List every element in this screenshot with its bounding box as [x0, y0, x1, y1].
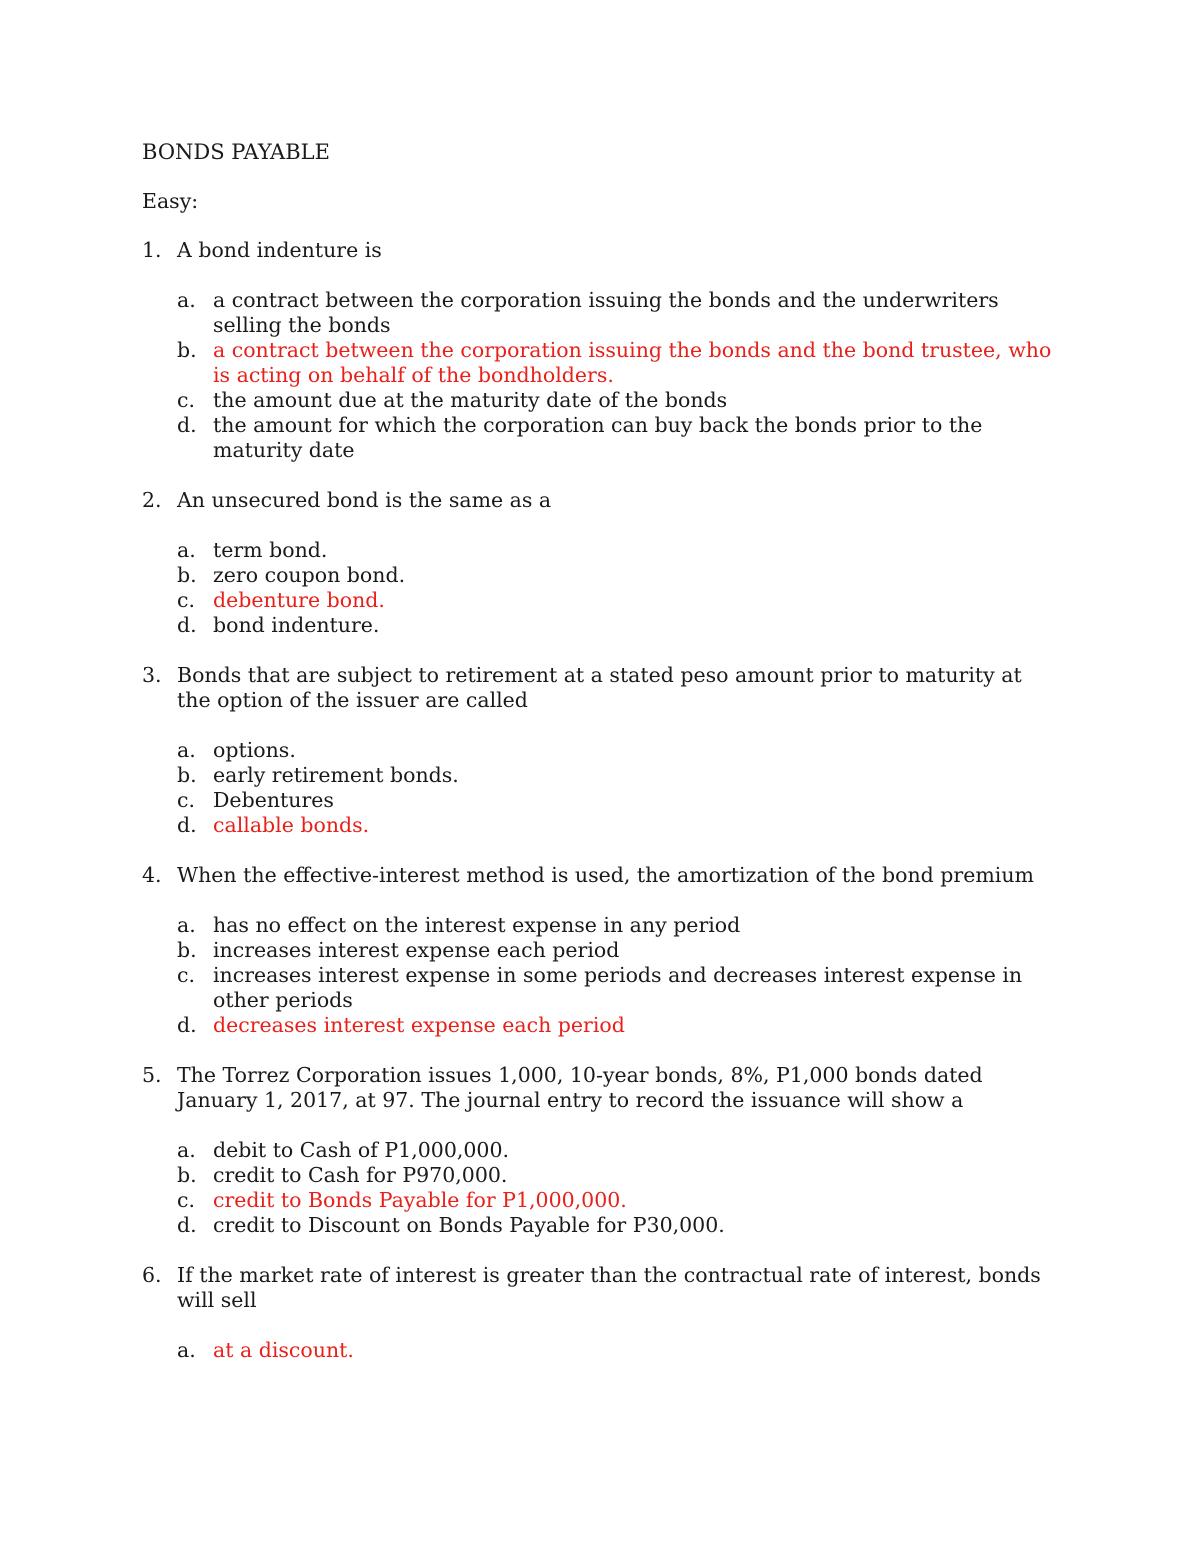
option-text: bond indenture.: [213, 613, 380, 637]
question-text: If the market rate of interest is greater than the contractual rate of interest, bonds will sell: [177, 1263, 1041, 1312]
option-letter: b.: [177, 338, 197, 362]
option-text: early retirement bonds.: [213, 763, 459, 787]
option-text: decreases interest expense each period: [213, 1013, 625, 1037]
correct-answer-option: [142, 1013, 1052, 1038]
option-text: the amount for which the corporation can buy back the bonds prior to the maturity date: [213, 413, 983, 462]
correct-answer-option: [142, 1188, 1052, 1213]
correct-answer-option: [142, 588, 1052, 613]
option-letter: d.: [177, 1213, 197, 1237]
option-letter: a.: [177, 1338, 196, 1362]
option-letter: b.: [177, 1163, 197, 1187]
question-number: 2.: [142, 488, 162, 512]
answer-option: [142, 538, 1052, 563]
question-stem: [142, 863, 1052, 888]
option-text: credit to Cash for P970,000.: [213, 1163, 508, 1187]
option-letter: c.: [177, 788, 195, 812]
answer-option: [142, 613, 1052, 638]
option-text: at a discount.: [213, 1338, 354, 1362]
answer-option: [142, 738, 1052, 763]
option-text: has no effect on the interest expense in any period: [213, 913, 741, 937]
question-block: [142, 488, 1052, 638]
answer-option: [142, 1138, 1052, 1163]
question-text: When the effective-interest method is used, the amortization of the bond premium: [177, 863, 1034, 887]
question-block: [142, 863, 1052, 1038]
option-text: the amount due at the maturity date of the bonds: [213, 388, 728, 412]
question-stem: [142, 663, 1052, 713]
question-text: The Torrez Corporation issues 1,000, 10-year bonds, 8%, P1,000 bonds dated January 1, 2017, at 97. The journal entry to record the issuance will show a: [177, 1063, 983, 1112]
document-page: [142, 138, 1052, 1388]
option-text: a contract between the corporation issuing the bonds and the bond trustee, who is acting on behalf of the bondholders.: [213, 338, 1052, 387]
option-text: callable bonds.: [213, 813, 370, 837]
question-list: [142, 238, 1052, 1363]
option-text: debit to Cash of P1,000,000.: [213, 1138, 510, 1162]
answer-option: [142, 788, 1052, 813]
question-block: [142, 1063, 1052, 1238]
option-text: Debentures: [213, 788, 334, 812]
option-text: credit to Discount on Bonds Payable for P30,000.: [213, 1213, 725, 1237]
question-stem: [142, 488, 1052, 513]
answer-option: [142, 1213, 1052, 1238]
option-letter: a.: [177, 913, 196, 937]
option-letter: b.: [177, 763, 197, 787]
option-letter: a.: [177, 288, 196, 312]
question-number: 6.: [142, 1263, 162, 1287]
option-letter: b.: [177, 938, 197, 962]
answer-option: [142, 763, 1052, 788]
option-text: credit to Bonds Payable for P1,000,000.: [213, 1188, 627, 1212]
option-letter: d.: [177, 813, 197, 837]
correct-answer-option: [142, 813, 1052, 838]
question-text: Bonds that are subject to retirement at a stated peso amount prior to maturity at the option of the issuer are called: [177, 663, 1022, 712]
option-text: debenture bond.: [213, 588, 385, 612]
answer-option: [142, 288, 1052, 338]
answer-option: [142, 1163, 1052, 1188]
question-number: 1.: [142, 238, 162, 262]
question-block: [142, 1263, 1052, 1363]
option-list: [142, 1138, 1052, 1238]
option-text: options.: [213, 738, 296, 762]
answer-option: [142, 963, 1052, 1013]
option-list: [142, 538, 1052, 638]
correct-answer-option: [142, 338, 1052, 388]
question-stem: [142, 238, 1052, 263]
question-block: [142, 663, 1052, 838]
option-list: [142, 288, 1052, 463]
question-stem: [142, 1063, 1052, 1113]
question-block: [142, 238, 1052, 463]
answer-option: [142, 913, 1052, 938]
correct-answer-option: [142, 1338, 1052, 1363]
option-letter: a.: [177, 1138, 196, 1162]
option-text: increases interest expense each period: [213, 938, 620, 962]
question-number: 4.: [142, 863, 162, 887]
option-letter: c.: [177, 588, 195, 612]
answer-option: [142, 563, 1052, 588]
option-text: increases interest expense in some periods and decreases interest expense in other periods: [213, 963, 1023, 1012]
answer-option: [142, 413, 1052, 463]
question-number: 5.: [142, 1063, 162, 1087]
question-stem: [142, 1263, 1052, 1313]
option-letter: a.: [177, 738, 196, 762]
option-letter: b.: [177, 563, 197, 587]
option-letter: c.: [177, 1188, 195, 1212]
option-letter: d.: [177, 413, 197, 437]
question-number: 3.: [142, 663, 162, 687]
option-letter: d.: [177, 613, 197, 637]
answer-option: [142, 388, 1052, 413]
question-text: An unsecured bond is the same as a: [177, 488, 552, 512]
answer-option: [142, 938, 1052, 963]
option-list: [142, 1338, 1052, 1363]
option-text: term bond.: [213, 538, 328, 562]
option-letter: c.: [177, 388, 195, 412]
section-label: Easy:: [142, 189, 199, 213]
option-letter: a.: [177, 538, 196, 562]
page-title: BONDS PAYABLE: [142, 140, 330, 164]
option-text: a contract between the corporation issuing the bonds and the underwriters selling the bonds: [213, 288, 999, 337]
option-list: [142, 913, 1052, 1038]
option-text: zero coupon bond.: [213, 563, 406, 587]
question-text: A bond indenture is: [177, 238, 382, 262]
option-letter: d.: [177, 1013, 197, 1037]
option-letter: c.: [177, 963, 195, 987]
option-list: [142, 738, 1052, 838]
